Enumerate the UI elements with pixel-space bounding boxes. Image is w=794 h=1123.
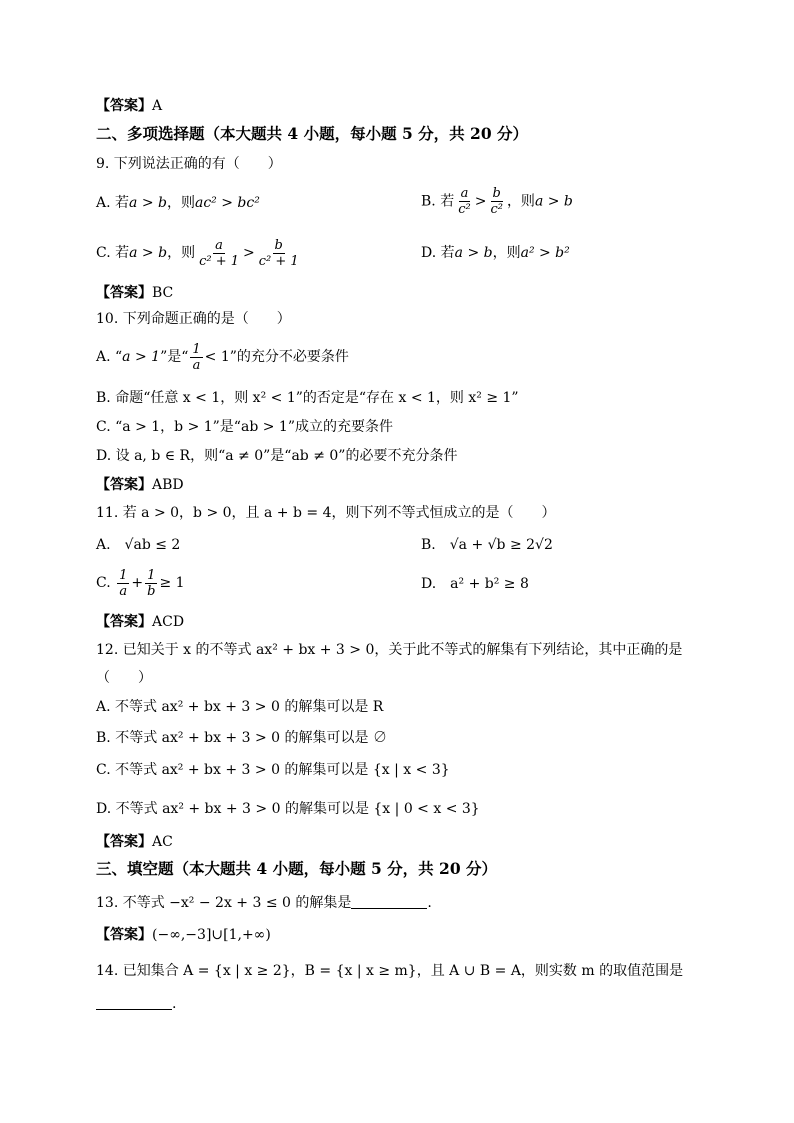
q9-a-result: ac² > bc² — [194, 195, 260, 211]
q9-b-then: ，则 — [506, 193, 535, 210]
question-14-stem: 14. 已知集合 A = {x | x ≥ 2}，B = {x | x ≥ m}，且 A ∪ B = A，则实数 m 的取值范围是 — [96, 963, 684, 979]
answer-tag: 【答案】 — [96, 927, 152, 943]
answer-q8 — [96, 96, 162, 116]
q9-c-prefix: C. 若 — [96, 245, 130, 261]
q9-c-then: ，则 — [167, 245, 196, 261]
answer-q11 — [96, 612, 184, 632]
q12-option-b: B. 不等式 ax² + bx + 3 > 0 的解集可以是 ∅ — [96, 730, 387, 746]
q12-option-c: C. 不等式 ax² + bx + 3 > 0 的解集可以是 {x | x < 3} — [96, 762, 450, 778]
frac-numerator: 1 — [192, 341, 201, 357]
answer-q13 — [96, 925, 271, 945]
q9-option-a — [96, 193, 260, 213]
section-heading-fill-in: 三、填空题（本大题共 4 小题，每小题 5 分，共 20 分） — [96, 859, 498, 878]
question-9-stem: 9. 下列说法正确的有（ ） — [96, 156, 282, 172]
q10-a-part1: A. “ — [96, 349, 123, 365]
q11-option-c — [96, 566, 185, 600]
q10-a-fraction — [190, 342, 202, 373]
q9-c-fraction-left — [197, 238, 241, 269]
frac-numerator: 1 — [119, 567, 128, 583]
question-14-end: . — [172, 996, 177, 1012]
question-12-stem-continued: （ ） — [96, 670, 152, 686]
frac-denominator: c² + 1 — [258, 253, 299, 269]
question-13-end: . — [427, 895, 432, 911]
q11-option-a: A. √ab ≤ 2 — [96, 537, 181, 553]
answer-value: A — [152, 98, 163, 114]
answer-tag: 【答案】 — [96, 834, 152, 850]
answer-tag: 【答案】 — [96, 285, 152, 301]
q9-b-fraction-right — [488, 186, 505, 217]
q9-a-prefix: A. 若 — [96, 195, 130, 211]
q10-option-a — [96, 340, 349, 374]
q9-a-condition: a > b — [129, 195, 167, 211]
answer-q9 — [96, 283, 173, 303]
q12-option-d: D. 不等式 ax² + bx + 3 > 0 的解集可以是 {x | 0 < x < 3} — [96, 801, 480, 817]
q10-a-part4: < 1”的充分不必要条件 — [204, 349, 349, 365]
frac-denominator: a — [119, 583, 128, 599]
q9-b-prefix: B. 若 — [421, 193, 455, 210]
answer-q10 — [96, 475, 184, 495]
answer-tag: 【答案】 — [96, 614, 152, 630]
answer-value: ABD — [152, 477, 184, 493]
q9-option-c: C. 若a > b，则 $\frac{a}{\text{c² + 1}}$ > $\frac{b}{\text{c² + 1}}$ — [96, 237, 299, 269]
q12-option-a: A. 不等式 ax² + bx + 3 > 0 的解集可以是 R — [96, 699, 384, 715]
q11-option-d: D. a² + b² ≥ 8 — [421, 576, 529, 592]
q10-a-condition: a > 1 — [122, 349, 161, 365]
frac-numerator: b — [274, 237, 283, 253]
q9-b-fraction-left — [456, 186, 473, 217]
frac-denominator: a — [192, 357, 201, 373]
frac-denominator: c² — [490, 202, 503, 217]
answer-tag: 【答案】 — [96, 98, 152, 114]
q11-option-b: B. √a + √b ≥ 2√2 — [421, 537, 553, 553]
q9-a-then: ，则 — [166, 195, 195, 211]
q9-d-prefix: D. 若 — [421, 245, 455, 261]
answer-value: BC — [152, 285, 174, 301]
q11-c-prefix: C. — [96, 575, 111, 591]
section-heading-multiple-choice: 二、多项选择题（本大题共 4 小题，每小题 5 分，共 20 分） — [96, 124, 529, 143]
q9-d-result: a² > b² — [520, 245, 570, 261]
frac-denominator: c² — [458, 202, 471, 217]
frac-numerator: 1 — [147, 567, 156, 583]
question-10-stem: 10. 下列命题正确的是（ ） — [96, 311, 291, 327]
q10-option-b: B. 命题“任意 x < 1，则 x² < 1”的否定是“存在 x < 1，则 x² ≥ 1” — [96, 390, 519, 406]
q9-option-d — [421, 243, 570, 263]
answer-value: ACD — [152, 614, 185, 630]
frac-denominator: c² + 1 — [199, 253, 239, 269]
answer-blank[interactable] — [96, 995, 172, 1010]
answer-value: (−∞,−3]∪[1,+∞) — [152, 927, 271, 943]
q11-c-fraction-2 — [145, 568, 157, 599]
q9-c-fraction-right — [257, 238, 301, 269]
answer-value: AC — [152, 834, 173, 850]
frac-denominator: b — [147, 583, 156, 599]
frac-numerator: a — [460, 186, 469, 201]
answer-tag: 【答案】 — [96, 477, 152, 493]
question-13 — [96, 893, 432, 913]
q9-d-then: ，则 — [492, 245, 521, 261]
q11-c-relation: ≥ 1 — [159, 575, 185, 591]
question-14-blank-line — [96, 994, 176, 1014]
q10-option-c: C. “a > 1，b > 1”是“ab > 1”成立的充要条件 — [96, 419, 393, 435]
answer-blank[interactable] — [351, 894, 427, 909]
q9-option-b: B. 若 $\frac{a}{\text{c²}}$ > $\frac{b}{\text{c²}}$ ，则a > b — [421, 186, 573, 217]
q11-c-fraction-1 — [117, 568, 129, 599]
q9-b-result: a > b — [534, 193, 573, 210]
question-13-stem: 13. 不等式 −x² − 2x + 3 ≤ 0 的解集是 — [96, 895, 352, 911]
q9-c-condition: a > b — [129, 245, 168, 261]
question-11-stem: 11. 若 a > 0，b > 0，且 a + b = 4，则下列不等式恒成立的是（ ） — [96, 505, 556, 521]
answer-q12 — [96, 832, 173, 852]
frac-numerator: a — [215, 237, 223, 253]
q9-d-condition: a > b — [454, 245, 493, 261]
q11-c-plus: + — [131, 575, 144, 591]
frac-numerator: b — [492, 186, 501, 201]
q10-a-part3: ”是“ — [160, 349, 189, 365]
question-12-stem: 12. 已知关于 x 的不等式 ax² + bx + 3 > 0，关于此不等式的解集有下列结论，其中正确的是 — [96, 642, 683, 658]
q10-option-d: D. 设 a, b ∈ R，则“a ≠ 0”是“ab ≠ 0”的必要不充分条件 — [96, 448, 458, 464]
